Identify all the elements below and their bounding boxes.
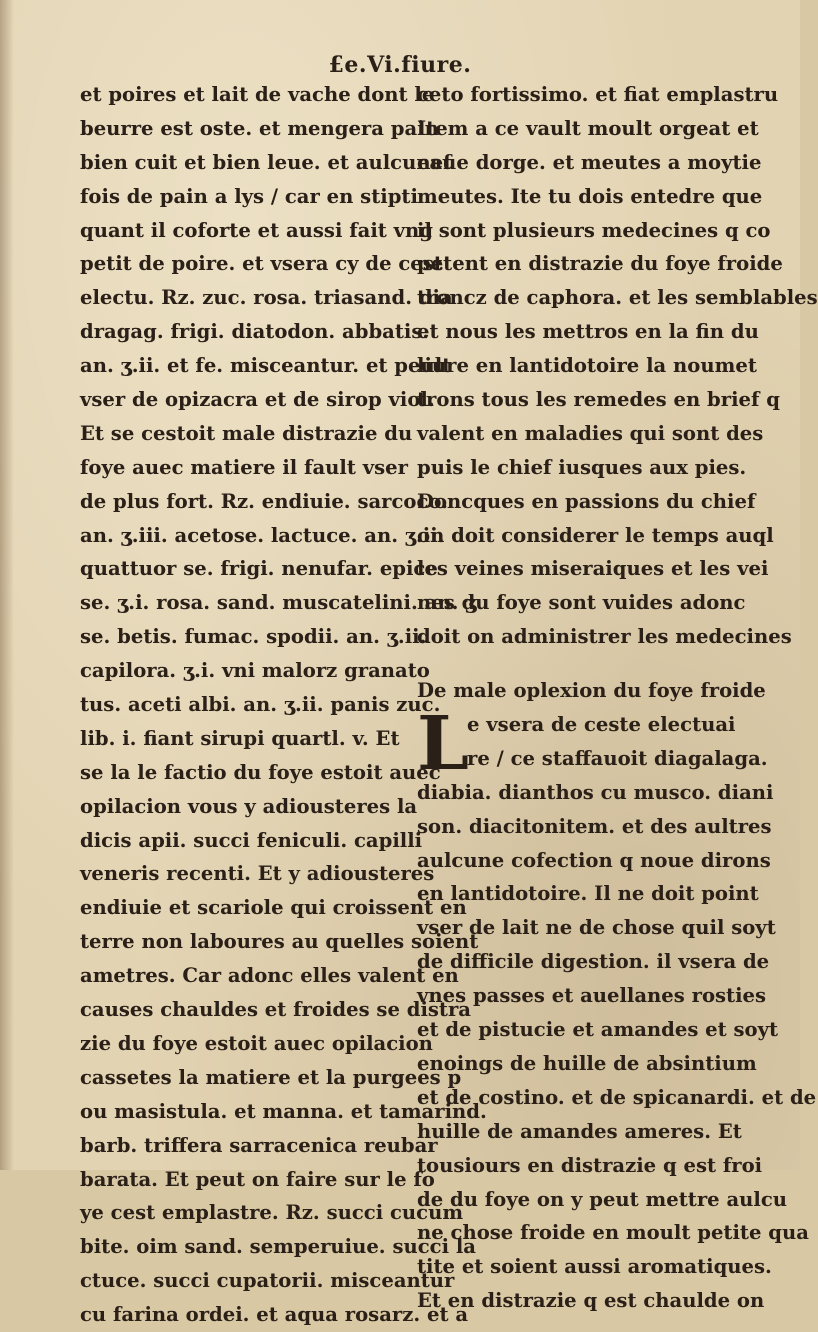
text-line: doit on administrer les medecines	[417, 625, 792, 649]
text-line: quant il coforte et aussi fait vng	[80, 218, 434, 242]
text-line: de difficile digestion. il vsera de	[417, 950, 770, 974]
text-line: Doncques en passions du chief	[417, 489, 756, 513]
text-line: terre non laboures au quelles soient	[80, 930, 479, 954]
text-line: on doit considerer le temps auql	[417, 523, 774, 547]
text-line: dragag. frigi. diatodon. abbatis.	[80, 320, 430, 344]
text-line: troncz de caphora. et les semblables	[417, 286, 818, 310]
text-line: diabia. dianthos cu musco. diani	[417, 780, 774, 804]
text-line: electu. Rz. zuc. rosa. triasand. dia	[80, 286, 453, 310]
text-line: et de pistucie et amandes et soyt	[417, 1018, 779, 1042]
text-line: dicis apii. succi feniculi. capilli	[80, 828, 423, 852]
text-line: ou masistula. et manna. et tamarind.	[80, 1099, 487, 1123]
text-line: se. ʒ.i. rosa. sand. muscatelini. an. ʒ	[80, 591, 477, 615]
text-line: tousiours en distrazie q est froi	[417, 1153, 763, 1177]
text-line: de du foye on y peut mettre aulcu	[417, 1187, 788, 1211]
text-line: re / ce staffauoit diagalaga.	[467, 746, 768, 770]
text-line: causes chauldes et froides se distra	[80, 998, 471, 1022]
text-line: et poires et lait de vache dont le	[80, 83, 435, 106]
text-line: petit de poire. et vsera cy de cest	[80, 252, 443, 276]
text-line: petent en distrazie du foye froide	[417, 252, 783, 276]
text-line: se la le factio du foye estoit auec	[80, 760, 441, 784]
text-line: puis le chief iusques aux pies.	[417, 455, 747, 479]
text-line: Et en distrazie q est chaulde on	[417, 1289, 765, 1313]
text-line: beurre est oste. et mengera pain	[80, 116, 439, 140]
text-line: ctuce. succi cupatorii. misceantur	[80, 1269, 455, 1293]
initial-paragraph	[417, 701, 768, 788]
text-line: opilacion vous y adiousteres la	[80, 794, 418, 818]
text-line: an. ʒ.iii. acetose. lactuce. an. ʒ.ii.	[80, 523, 445, 547]
text-line: veneris recenti. Et y adiousteres	[80, 862, 435, 886]
text-line: ametres. Car adonc elles valent en	[80, 964, 459, 988]
section-gap	[417, 654, 760, 674]
initial-letter: L	[417, 701, 470, 788]
text-line: barb. triffera sarracenica reubar	[80, 1133, 438, 1157]
running-title: £e.Vi.fiure.	[328, 52, 472, 78]
text-line: tus. aceti albi. an. ʒ.ii. panis zuc.	[80, 693, 441, 717]
text-line: vser de opizacra et de sirop viol.	[80, 388, 435, 412]
text-line: fois de pain a lys / car en stipti	[80, 184, 418, 208]
right-text-column	[417, 78, 818, 1318]
text-line: en lantidotoire. Il ne doit point	[417, 882, 759, 906]
text-line: cassetes la matiere et la purgees p	[80, 1065, 462, 1089]
text-line: ceto fortissimo. et fiat emplastru	[417, 83, 779, 106]
text-line: meutes. Ite tu dois entedre que	[417, 184, 763, 208]
section-heading: De male oplexion du foye froide	[417, 679, 766, 703]
text-line: capilora. ʒ.i. vni malorz granato	[80, 659, 430, 683]
text-line: an. ʒ.ii. et fe. misceantur. et peult	[80, 354, 452, 378]
text-line: ye cest emplastre. Rz. succi cucum	[80, 1201, 464, 1225]
text-line: ne chose froide en moult petite qua	[417, 1221, 809, 1245]
text-line: et de costino. et de spicanardi. et de	[417, 1085, 817, 1109]
text-line: se. betis. fumac. spodii. an. ʒ.ii.	[80, 625, 427, 649]
text-line: barata. Et peut on faire sur le fo	[80, 1167, 435, 1191]
text-line: et nous les mettros en la fin du	[417, 320, 759, 344]
text-line: bien cuit et bien leue. et aulcunef	[80, 150, 452, 174]
text-line: vser de lait ne de chose quil soyt	[417, 916, 776, 940]
text-line: valent en maladies qui sont des	[417, 421, 764, 445]
text-line: nes du foye sont vuides adonc	[417, 591, 746, 615]
text-line: les veines miseraiques et les vei	[417, 557, 769, 581]
text-line: e vsera de ceste electuai	[467, 713, 736, 737]
text-line: huille de amandes ameres. Et	[417, 1119, 742, 1143]
text-line: Et se cestoit male distrazie du	[80, 421, 413, 445]
text-line: lib. i. fiant sirupi quartl. v. Et	[80, 726, 400, 750]
text-line: aulcune cofection q noue dirons	[417, 848, 771, 872]
text-line: vnes passes et auellanes rosties	[417, 984, 767, 1008]
left-text-column	[80, 78, 487, 1332]
text-line: endiuie et scariole qui croissent en	[80, 896, 467, 920]
text-line: liure en lantidotoire la noumet	[417, 354, 757, 378]
text-line: cu farina ordei. et aqua rosarz. et a	[80, 1303, 469, 1327]
text-line: bite. oim sand. semperuiue. succi la	[80, 1235, 476, 1259]
text-line: enoings de huille de absintium	[417, 1051, 757, 1075]
text-line: son. diacitonitem. et des aultres	[417, 814, 772, 838]
text-line: tite et soient aussi aromatiques.	[417, 1255, 772, 1279]
page-gutter-shadow	[0, 0, 14, 1170]
text-line: zie du foye estoit auec opilacion	[80, 1031, 433, 1055]
text-line: Item a ce vault moult orgeat et	[417, 116, 759, 140]
text-line: il sont plusieurs medecines q co	[417, 218, 771, 242]
text-line: quattuor se. frigi. nenufar. epice	[80, 557, 438, 581]
text-line: trons tous les remedes en brief q	[417, 388, 780, 412]
text-line: foye auec matiere il fault vser	[80, 455, 408, 479]
text-line: eaue dorge. et meutes a moytie	[417, 150, 762, 174]
text-line: de plus fort. Rz. endiuie. sarcoco.	[80, 489, 448, 513]
